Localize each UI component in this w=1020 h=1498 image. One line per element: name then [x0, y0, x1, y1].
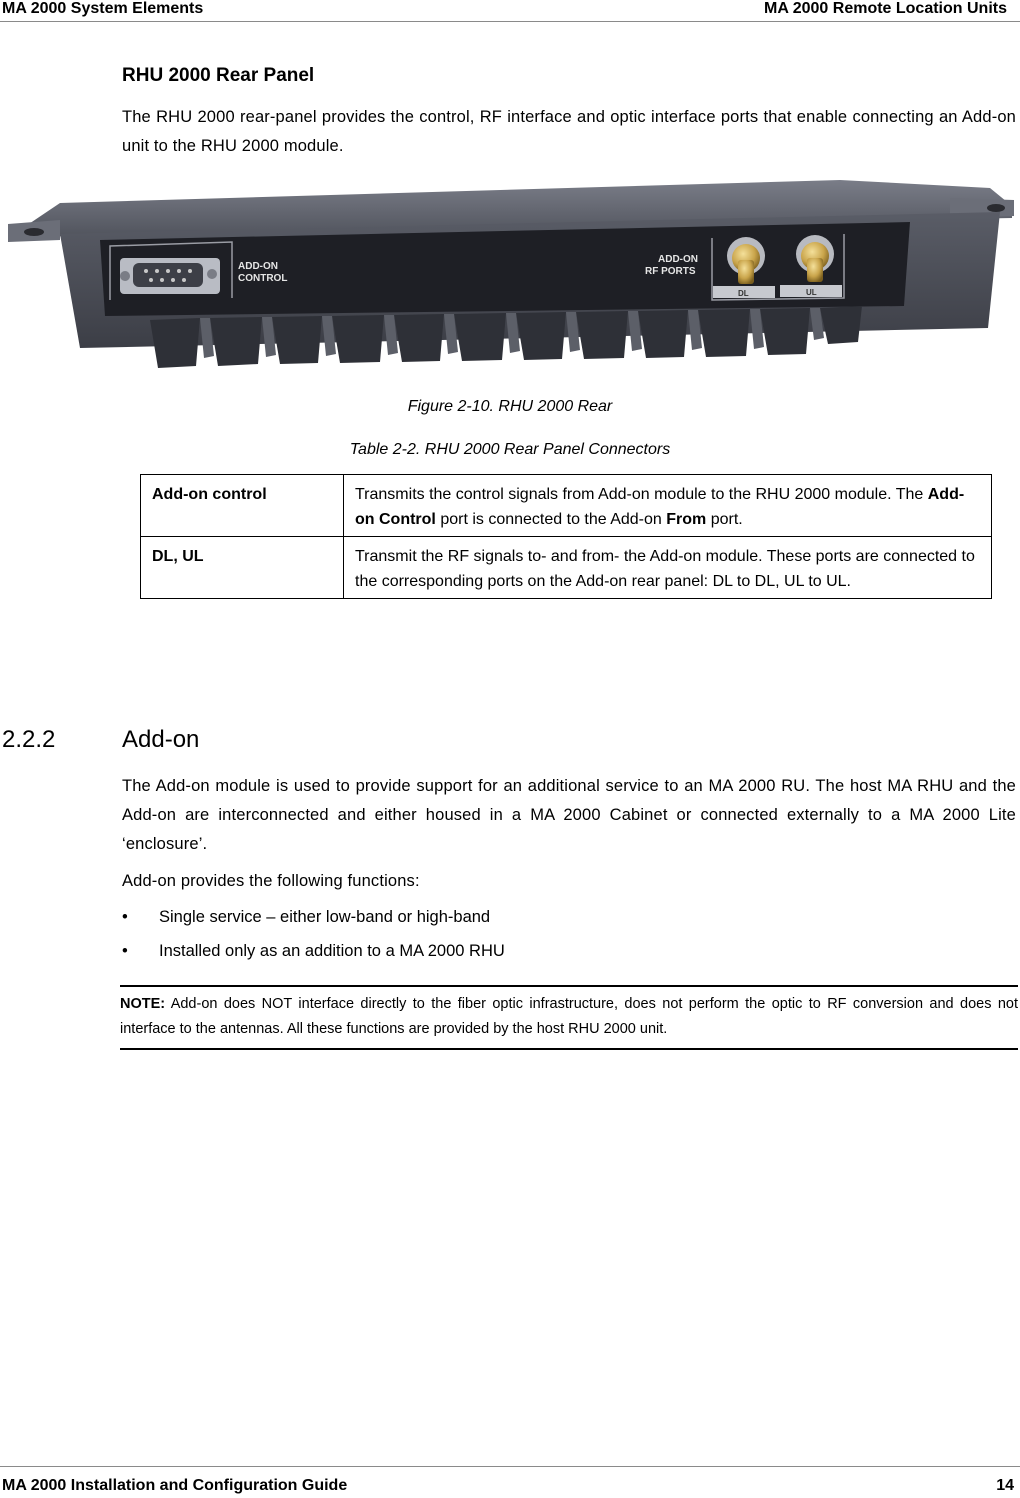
- page-header: [0, 0, 1020, 22]
- note-label: NOTE:: [120, 996, 166, 1012]
- page-number: 14: [996, 1477, 1014, 1494]
- dl-port-label: DL: [738, 289, 749, 298]
- table-cell-key: DL, UL: [141, 537, 344, 599]
- rf-ports-label-2: RF PORTS: [645, 266, 696, 277]
- addon-control-label-1: ADD-ON: [238, 261, 278, 272]
- table-row: [141, 537, 992, 599]
- section-number: 2.2.2: [2, 726, 56, 753]
- rf-ports-label-1: ADD-ON: [658, 254, 698, 265]
- bullet-icon: •: [122, 942, 128, 960]
- ul-port-label: UL: [806, 288, 817, 297]
- connectors-table: [140, 474, 992, 599]
- bullet-icon: •: [122, 908, 128, 926]
- list-item-text: Single service – either low-band or high-band: [159, 908, 491, 926]
- rhu-rear-panel-figure: [0, 178, 1020, 376]
- header-right-title: MA 2000 Remote Location Units: [763, 0, 1007, 17]
- addon-control-label-2: CONTROL: [238, 273, 288, 284]
- table-caption: Table 2-2. RHU 2000 Rear Panel Connectors: [349, 441, 671, 458]
- rear-panel-intro: The RHU 2000 rear-panel provides the control, RF interface and optic interface ports that enable connecting an Add-on unit to the RHU 2000 module.: [122, 108, 1016, 155]
- table-cell-desc: Transmit the RF signals to- and from- the Add-on module. These ports are connected to the corresponding ports on the Add-on rear panel: DL to DL, UL to UL.: [344, 537, 992, 599]
- note-box: [120, 985, 1018, 1050]
- note-text: Add-on does NOT interface directly to the fiber optic infrastructure, does not perform the optic to RF conversion and does not interface to the antennas. All these functions are provided by the host RHU 2000 unit.: [120, 996, 1018, 1037]
- table-cell-key: Add-on control: [141, 475, 344, 537]
- footer-guide-title: MA 2000 Installation and Configuration Guide: [2, 1477, 348, 1494]
- desc-bold-term: Add-on Control: [355, 486, 965, 528]
- table-cell-desc: [344, 475, 992, 537]
- list-item-text: Installed only as an addition to a MA 2000 RHU: [159, 942, 505, 960]
- rhu-rear-panel-illustration: [0, 178, 1020, 376]
- section-title: Add-on: [122, 726, 200, 753]
- addon-functions-intro: Add-on provides the following functions:: [122, 872, 420, 890]
- header-left-title: MA 2000 System Elements: [2, 0, 204, 17]
- figure-caption: Figure 2-10. RHU 2000 Rear: [407, 398, 613, 415]
- desc-text: port is connected to the Add-on: [435, 511, 667, 528]
- table-row: [141, 475, 992, 537]
- section-heading-rear-panel: RHU 2000 Rear Panel: [122, 65, 315, 86]
- desc-bold-term: From: [666, 511, 707, 528]
- addon-description: The Add-on module is used to provide support for an additional service to an MA 2000 RU. The host MA RHU and the Add-on are interconnected and either housed in a MA 2000 Cabinet or connected externally to a MA 2000 Lite ‘enclosure’.: [122, 777, 1016, 853]
- desc-text: Transmits the control signals from Add-on module to the RHU 2000 module. The: [355, 486, 928, 503]
- page-footer: [0, 1466, 1020, 1498]
- desc-text: port.: [706, 511, 743, 528]
